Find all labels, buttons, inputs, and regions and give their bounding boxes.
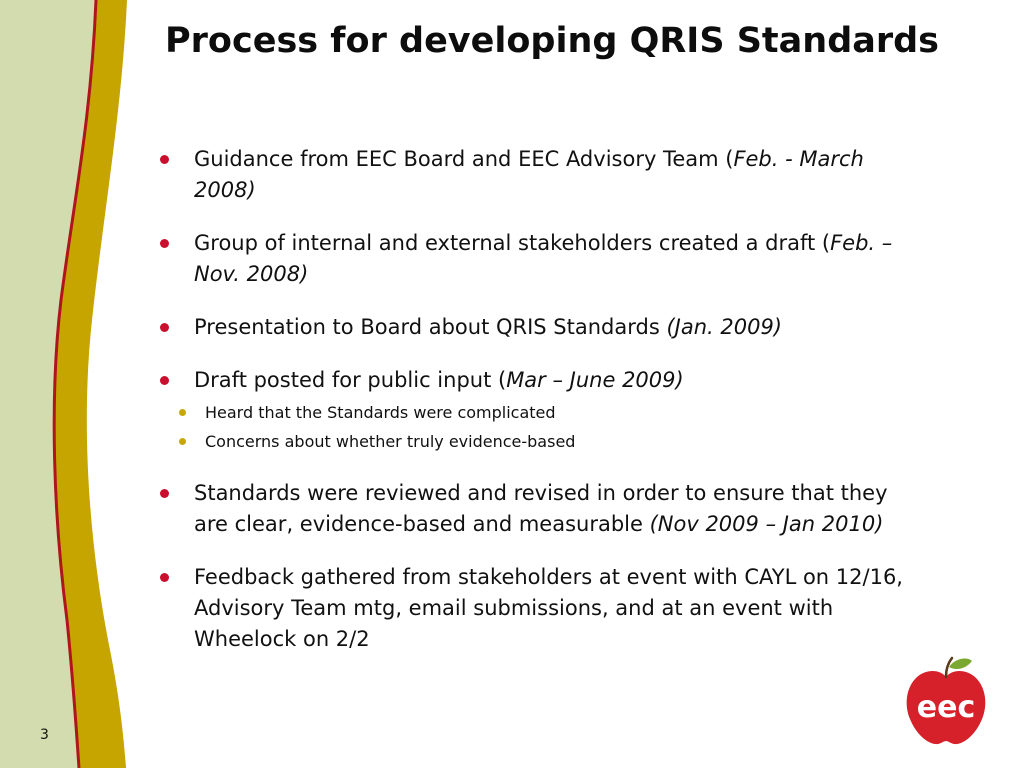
left-decorative-band [0, 0, 160, 768]
bullet-text: Draft posted for public input ( [194, 368, 507, 392]
bullet-date: (Jan. 2009) [666, 315, 783, 339]
bullet-list [160, 144, 920, 677]
sub-bullet-text: Heard that the Standards were complicated [205, 403, 556, 422]
bullet-dot-icon [160, 376, 169, 385]
bullet-item [160, 562, 920, 655]
bullet-item [160, 478, 920, 540]
slide-number: 3 [40, 727, 49, 743]
bullet-date: Feb. – Nov. 2008) [194, 231, 893, 286]
bullet-text: Standards were reviewed and revised in order to ensure that they are clear, evidence-based and measurable [194, 481, 888, 536]
bullet-text: Guidance from EEC Board and EEC Advisory Team ( [194, 147, 734, 171]
bullet-dot-icon [160, 573, 169, 582]
bullet-item [160, 312, 920, 343]
bullet-text: Group of internal and external stakeholders created a draft ( [194, 231, 831, 255]
sub-bullet-item [160, 398, 920, 427]
eec-apple-logo-icon [900, 655, 992, 747]
sub-bullet-list [194, 398, 920, 456]
bullet-date: (Nov 2009 – Jan 2010) [649, 512, 884, 536]
bullet-dot-icon [160, 239, 169, 248]
sub-bullet-dot-icon [179, 409, 186, 416]
bullet-item [160, 365, 920, 456]
bullet-dot-icon [160, 323, 169, 332]
sub-bullet-dot-icon [179, 438, 186, 445]
bullet-dot-icon [160, 155, 169, 164]
slide-title: Process for developing QRIS Standards [165, 21, 940, 61]
bullet-item [160, 228, 920, 290]
bullet-text: Presentation to Board about QRIS Standards [194, 315, 667, 339]
bullet-dot-icon [160, 489, 169, 498]
bullet-date: Feb. - March 2008) [194, 147, 864, 202]
bullet-date: Mar – June 2009) [506, 368, 684, 392]
bullet-item [160, 144, 920, 206]
sub-bullet-text: Concerns about whether truly evidence-based [205, 432, 576, 451]
bullet-text: Feedback gathered from stakeholders at event with CAYL on 12/16, Advisory Team mtg, email submissions, and at an event with Wheelock on 2/2 [194, 565, 903, 651]
logo-text: eec [916, 690, 976, 725]
sub-bullet-item [160, 427, 920, 456]
